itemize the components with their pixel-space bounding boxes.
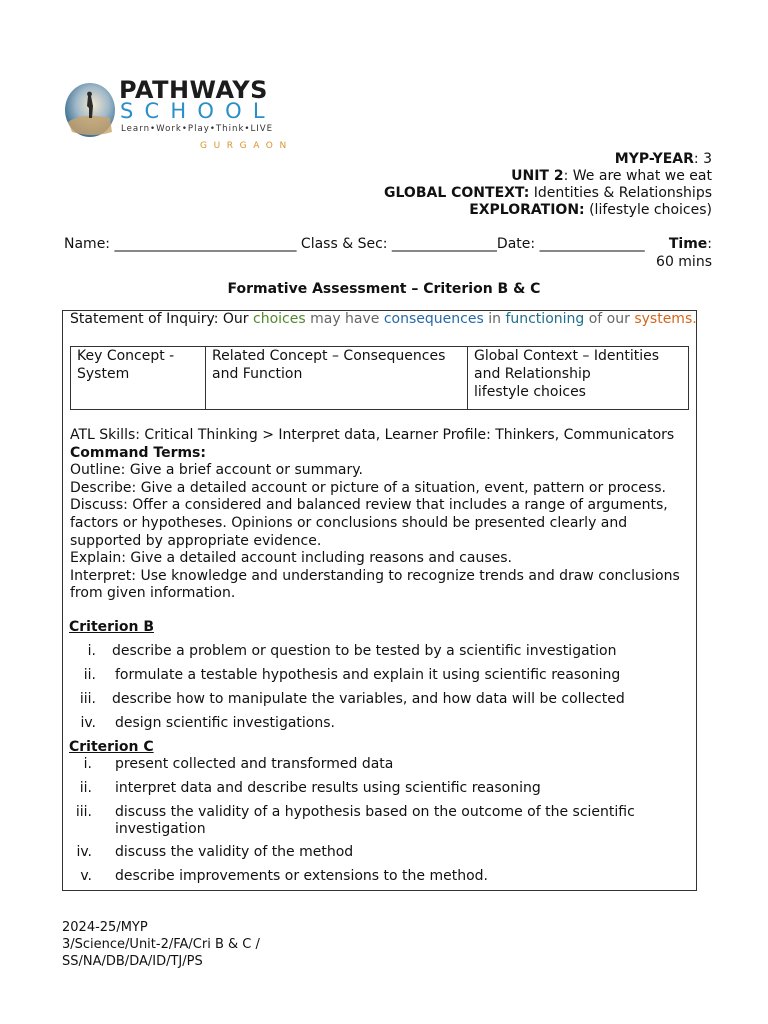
list-text: describe a problem or question to be tested by a scientific investigation — [112, 643, 617, 659]
logo-emblem-icon — [62, 82, 116, 138]
global-context-cell-line2: and Relationship — [474, 366, 591, 382]
exploration-value: (lifestyle choices) — [584, 202, 712, 218]
soi-word-functioning: functioning — [505, 311, 585, 327]
logo-city: GURGAON — [200, 141, 293, 151]
atl-skills: ATL Skills: Critical Thinking > Interpret data, Learner Profile: Thinkers, Communicators — [70, 427, 675, 443]
list-number: i. — [83, 756, 92, 772]
criterion-b-heading: Criterion B — [69, 619, 154, 635]
global-context-value: Identities & Relationships — [529, 185, 712, 201]
related-concept-line2: and Function — [212, 366, 303, 382]
exploration-label: EXPLORATION: — [469, 202, 585, 218]
time-label: Time — [668, 236, 708, 252]
soi-text-in: in — [483, 311, 506, 327]
global-context-cell-line3: lifestyle choices — [474, 384, 586, 400]
soi-text-may-have: may have — [305, 311, 384, 327]
soi-prefix: Statement of Inquiry: Our — [70, 311, 254, 327]
term-interpret-line2: from given information. — [70, 585, 236, 602]
list-text-continued: investigation — [115, 821, 206, 837]
school-logo — [62, 76, 293, 154]
term-discuss-line3: supported by appropriate evidence. — [70, 532, 322, 549]
list-text: interpret data and describe results using scientific reasoning — [115, 780, 541, 796]
myp-year-value: : 3 — [693, 151, 712, 167]
term-discuss-line1: Discuss: Offer a considered and balanced review that includes a range of arguments, — [70, 497, 668, 514]
soi-word-choices: choices — [253, 311, 306, 327]
list-number: iii. — [79, 691, 96, 707]
list-number: iii. — [75, 804, 92, 820]
list-text: discuss the validity of the method — [115, 844, 354, 860]
footer-line1: 2024-25/MYP — [62, 920, 148, 935]
list-number: ii. — [83, 667, 96, 683]
list-number: iv. — [80, 715, 96, 731]
list-number: v. — [80, 868, 92, 884]
statement-of-inquiry — [70, 311, 697, 327]
unit-value: : We are what we eat — [563, 168, 712, 184]
soi-word-consequences: consequences — [383, 311, 484, 327]
criterion-c-heading: Criterion C — [69, 739, 154, 755]
logo-word-school: SCHOOL — [120, 99, 276, 123]
myp-year-line — [615, 151, 712, 168]
time-value: 60 mins — [656, 254, 712, 270]
list-number: iv. — [76, 844, 92, 860]
key-concept-line2: System — [77, 366, 130, 382]
term-discuss-line2: factors or hypotheses. Opinions or conclusions should be presented clearly and — [70, 514, 628, 531]
soi-text-of-our: of our — [584, 311, 635, 327]
global-context-line — [384, 185, 712, 202]
unit-label: UNIT 2 — [511, 168, 564, 184]
atl-and-command-terms — [70, 427, 695, 603]
concepts-table — [70, 346, 689, 410]
soi-word-systems: systems. — [634, 311, 697, 327]
list-text: present collected and transformed data — [115, 756, 394, 772]
list-text: describe how to manipulate the variables, and how data will be collected — [112, 691, 625, 707]
footer-line2: 3/Science/Unit-2/FA/Cri B & C / — [62, 937, 260, 952]
list-text: design scientific investigations. — [115, 715, 335, 731]
list-text: discuss the validity of a hypothesis based on the outcome of the scientific — [115, 804, 635, 820]
global-context-cell — [468, 347, 688, 409]
term-describe: Describe: Give a detailed account or picture of a situation, event, pattern or process. — [70, 479, 666, 496]
global-context-cell-line1: Global Context – Identities — [474, 348, 660, 364]
related-concept-line1: Related Concept – Consequences — [212, 348, 446, 364]
global-context-label: GLOBAL CONTEXT: — [384, 185, 530, 201]
logo-word-pathways: PATHWAYS — [119, 76, 268, 104]
key-concept-cell — [71, 347, 206, 409]
time-label-wrap — [669, 235, 712, 253]
list-text: describe improvements or extensions to the method. — [115, 868, 488, 884]
list-number: ii. — [79, 780, 92, 796]
term-explain: Explain: Give a detailed account including reasons and causes. — [70, 550, 512, 567]
key-concept-line1: Key Concept - — [77, 348, 175, 364]
document-code-footer — [62, 919, 260, 970]
myp-year-label: MYP-YEAR — [614, 151, 694, 167]
unit-line — [511, 168, 712, 185]
list-text: formulate a testable hypothesis and explain it using scientific reasoning — [115, 667, 621, 683]
logo-tagline: Learn•Work•Play•Think•LIVE — [121, 124, 274, 134]
list-number: i. — [87, 643, 96, 659]
assessment-title: Formative Assessment – Criterion B & C — [227, 281, 541, 297]
footer-line3: SS/NA/DB/DA/ID/TJ/PS — [62, 954, 203, 969]
exploration-line — [469, 202, 712, 219]
student-details-fields: Name: __________________________ Class & Sec: _______________Date: _______________ — [64, 236, 645, 252]
command-terms-heading: Command Terms: — [70, 444, 206, 461]
related-concept-cell — [206, 347, 468, 409]
term-outline: Outline: Give a brief account or summary. — [70, 462, 363, 479]
term-interpret-line1: Interpret: Use knowledge and understanding to recognize trends and draw conclusions — [70, 567, 680, 584]
time-colon: : — [707, 236, 712, 252]
student-details-line — [64, 235, 712, 270]
